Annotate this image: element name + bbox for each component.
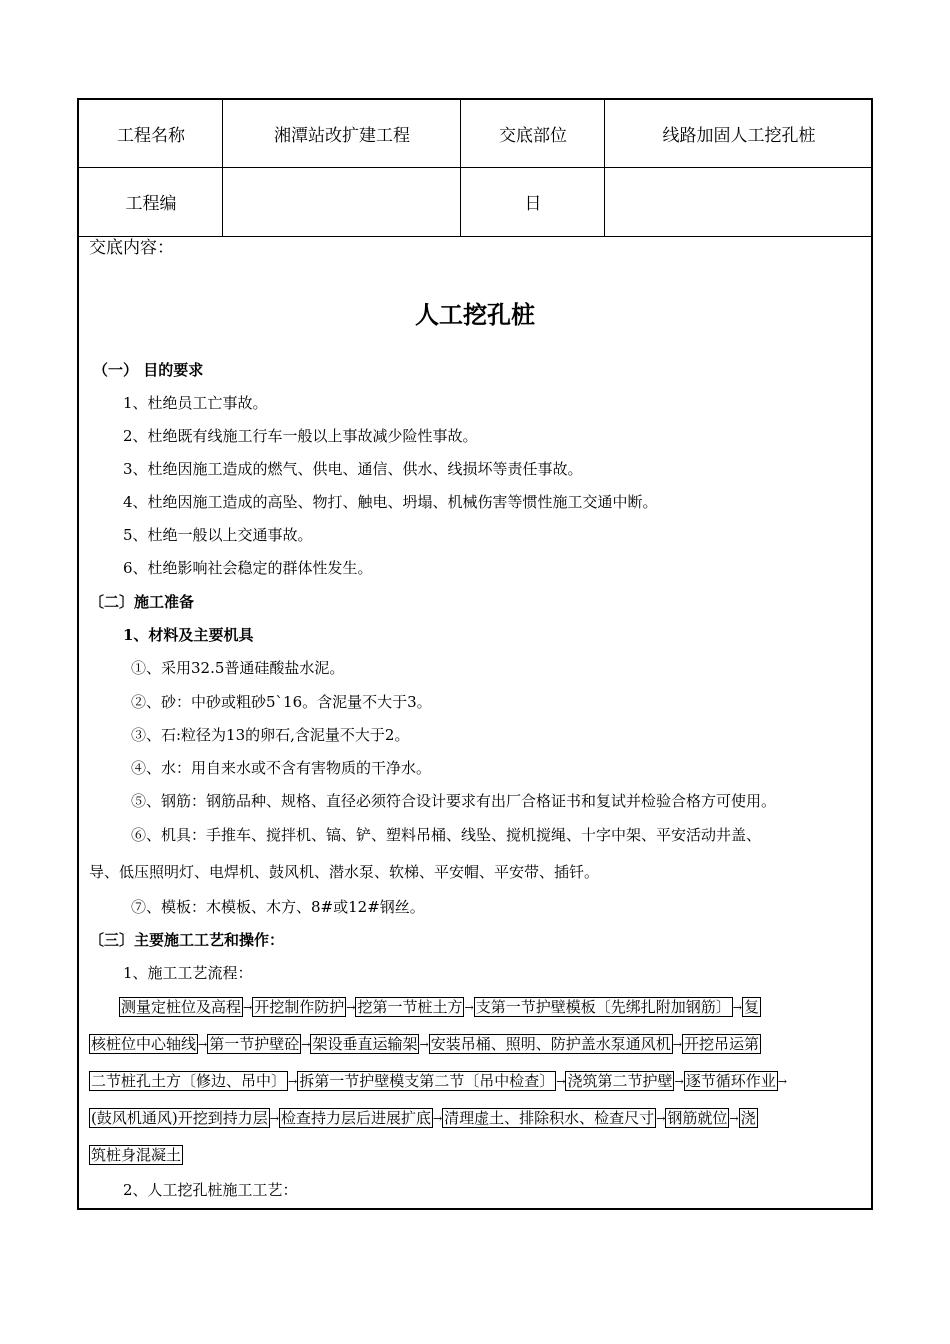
flow-line xyxy=(89,1033,761,1056)
section-3-heading: 〔三〕主要施工工艺和操作： xyxy=(89,931,285,949)
flow-step: 复 xyxy=(743,998,759,1016)
value-date xyxy=(605,167,873,236)
flow-step: 开挖吊运第 xyxy=(683,1035,759,1053)
document-frame xyxy=(77,98,873,1210)
arrow-right-icon: → xyxy=(432,1112,443,1125)
list-item: ⑤、钢筋：钢筋品种、规格、直径必须符合设计要求有出厂合格证书和复试并检验合格方可使用。 xyxy=(131,792,777,810)
flow-step: 逐节循环作业 xyxy=(685,1072,776,1090)
list-item: 1、杜绝员工亡事故。 xyxy=(123,394,268,412)
header-row-1 xyxy=(79,100,871,168)
list-item: ③、石:粒径为13的卵石,含泥量不大于2。 xyxy=(131,726,410,744)
flow-step: 钢筋就位 xyxy=(667,1109,728,1127)
doc-title: 人工挖孔桩 xyxy=(415,300,535,329)
flow-line xyxy=(89,1107,758,1130)
label-project-name: 工程名称 xyxy=(117,126,185,146)
section-2-heading: 〔二〕施工准备 xyxy=(89,593,195,611)
flow-step: 拆第一节护壁模支第二节〔吊中检查〕 xyxy=(299,1072,555,1090)
flow-step: 二节桩孔土方〔修边、吊中〕 xyxy=(91,1072,287,1090)
flow-step: 清理虚土、排除积水、检查尺寸 xyxy=(444,1109,655,1127)
arrow-right-icon: → xyxy=(729,1112,739,1125)
section-1-heading: （一） 目的要求 xyxy=(93,361,204,379)
section-2-subheading: 1、材料及主要机具 xyxy=(123,626,254,644)
list-item: 6、杜绝影响社会稳定的群体性发生。 xyxy=(123,559,373,577)
content-label: 交底内容： xyxy=(89,238,174,258)
arrow-right-icon: → xyxy=(777,1075,787,1088)
flow-step: 核桩位中心轴线 xyxy=(91,1035,197,1053)
arrow-right-icon: → xyxy=(198,1038,208,1051)
flow-step: 架设垂直运输架 xyxy=(312,1035,418,1053)
divider xyxy=(604,100,605,236)
list-item: ⑦、模板：木模板、木方、8#或12#钢丝。 xyxy=(131,898,425,916)
flow-step: 测量定桩位及高程 xyxy=(121,998,242,1016)
arrow-right-icon: → xyxy=(269,1112,279,1125)
flow-step: 浇筑第二节护壁 xyxy=(567,1072,673,1090)
flow-line xyxy=(119,996,761,1019)
flow-step: 安装吊桶、照明、防护盖水泵通风机 xyxy=(430,1035,671,1053)
value-project-number xyxy=(223,167,461,236)
header-row-2 xyxy=(79,167,871,237)
flow-step: 第一节护壁砼 xyxy=(209,1035,300,1053)
arrow-right-icon: → xyxy=(556,1075,566,1088)
flow-step: 检查持力层后进展扩底 xyxy=(280,1109,431,1127)
arrow-right-icon: → xyxy=(419,1038,429,1051)
arrow-right-icon: → xyxy=(346,1001,356,1014)
arrow-right-icon: → xyxy=(656,1112,666,1125)
arrow-right-icon: → xyxy=(301,1038,311,1051)
list-item: 3、杜绝因施工造成的燃气、供电、通信、供水、线损坏等责任事故。 xyxy=(123,460,583,478)
divider xyxy=(460,100,461,236)
label-disclosure-part: 交底部位 xyxy=(499,126,567,146)
list-item: 导、低压照明灯、电焊机、鼓风机、潜水泵、软梯、平安帽、平安带、插钎。 xyxy=(89,863,600,881)
flow-step: 筑桩身混凝土 xyxy=(91,1146,182,1164)
arrow-right-icon: → xyxy=(672,1038,682,1051)
label-date: 日 xyxy=(524,194,542,214)
flow-line xyxy=(89,1070,787,1093)
list-item: ①、采用32.5普通硅酸盐水泥。 xyxy=(131,659,345,677)
list-item: ⑥、机具：手推车、搅拌机、镐、铲、塑料吊桶、线坠、搅机搅绳、十字中架、平安活动井盖、 xyxy=(131,826,762,844)
list-item: ②、砂：中砂或粗砂5`16。含泥量不大于3。 xyxy=(131,693,432,711)
arrow-right-icon: → xyxy=(464,1001,474,1014)
section-3-subheading-2: 2、人工挖孔桩施工工艺： xyxy=(123,1181,298,1199)
list-item: 4、杜绝因施工造成的高坠、物打、触电、坍塌、机械伤害等惯性施工交通中断。 xyxy=(123,493,658,511)
list-item: ④、水：用自来水或不含有害物质的干净水。 xyxy=(131,759,432,777)
divider xyxy=(222,100,223,236)
flow-line xyxy=(89,1144,183,1166)
flow-step: 支第一节护壁模板〔先绑扎附加钢筋〕 xyxy=(475,998,731,1016)
flow-step: (鼓风机通风)开挖到持力层 xyxy=(91,1109,268,1127)
label-project-number: 工程编 xyxy=(125,194,177,214)
section-3-subheading: 1、施工工艺流程： xyxy=(123,964,253,982)
arrow-right-icon: → xyxy=(732,1001,742,1014)
list-item: 2、杜绝既有线施工行车一般以上事故减少险性事故。 xyxy=(123,427,478,445)
flow-step: 挖第一节桩土方 xyxy=(357,998,463,1016)
list-item: 5、杜绝一般以上交通事故。 xyxy=(123,526,313,544)
value-disclosure-part: 线路加固人工挖孔桩 xyxy=(662,126,816,146)
arrow-right-icon: → xyxy=(674,1075,684,1088)
arrow-right-icon: → xyxy=(288,1075,298,1088)
flow-step: 开挖制作防护 xyxy=(254,998,345,1016)
value-project-name: 湘潭站改扩建工程 xyxy=(274,126,410,146)
arrow-right-icon: → xyxy=(243,1001,253,1014)
flow-step: 浇 xyxy=(740,1109,756,1127)
